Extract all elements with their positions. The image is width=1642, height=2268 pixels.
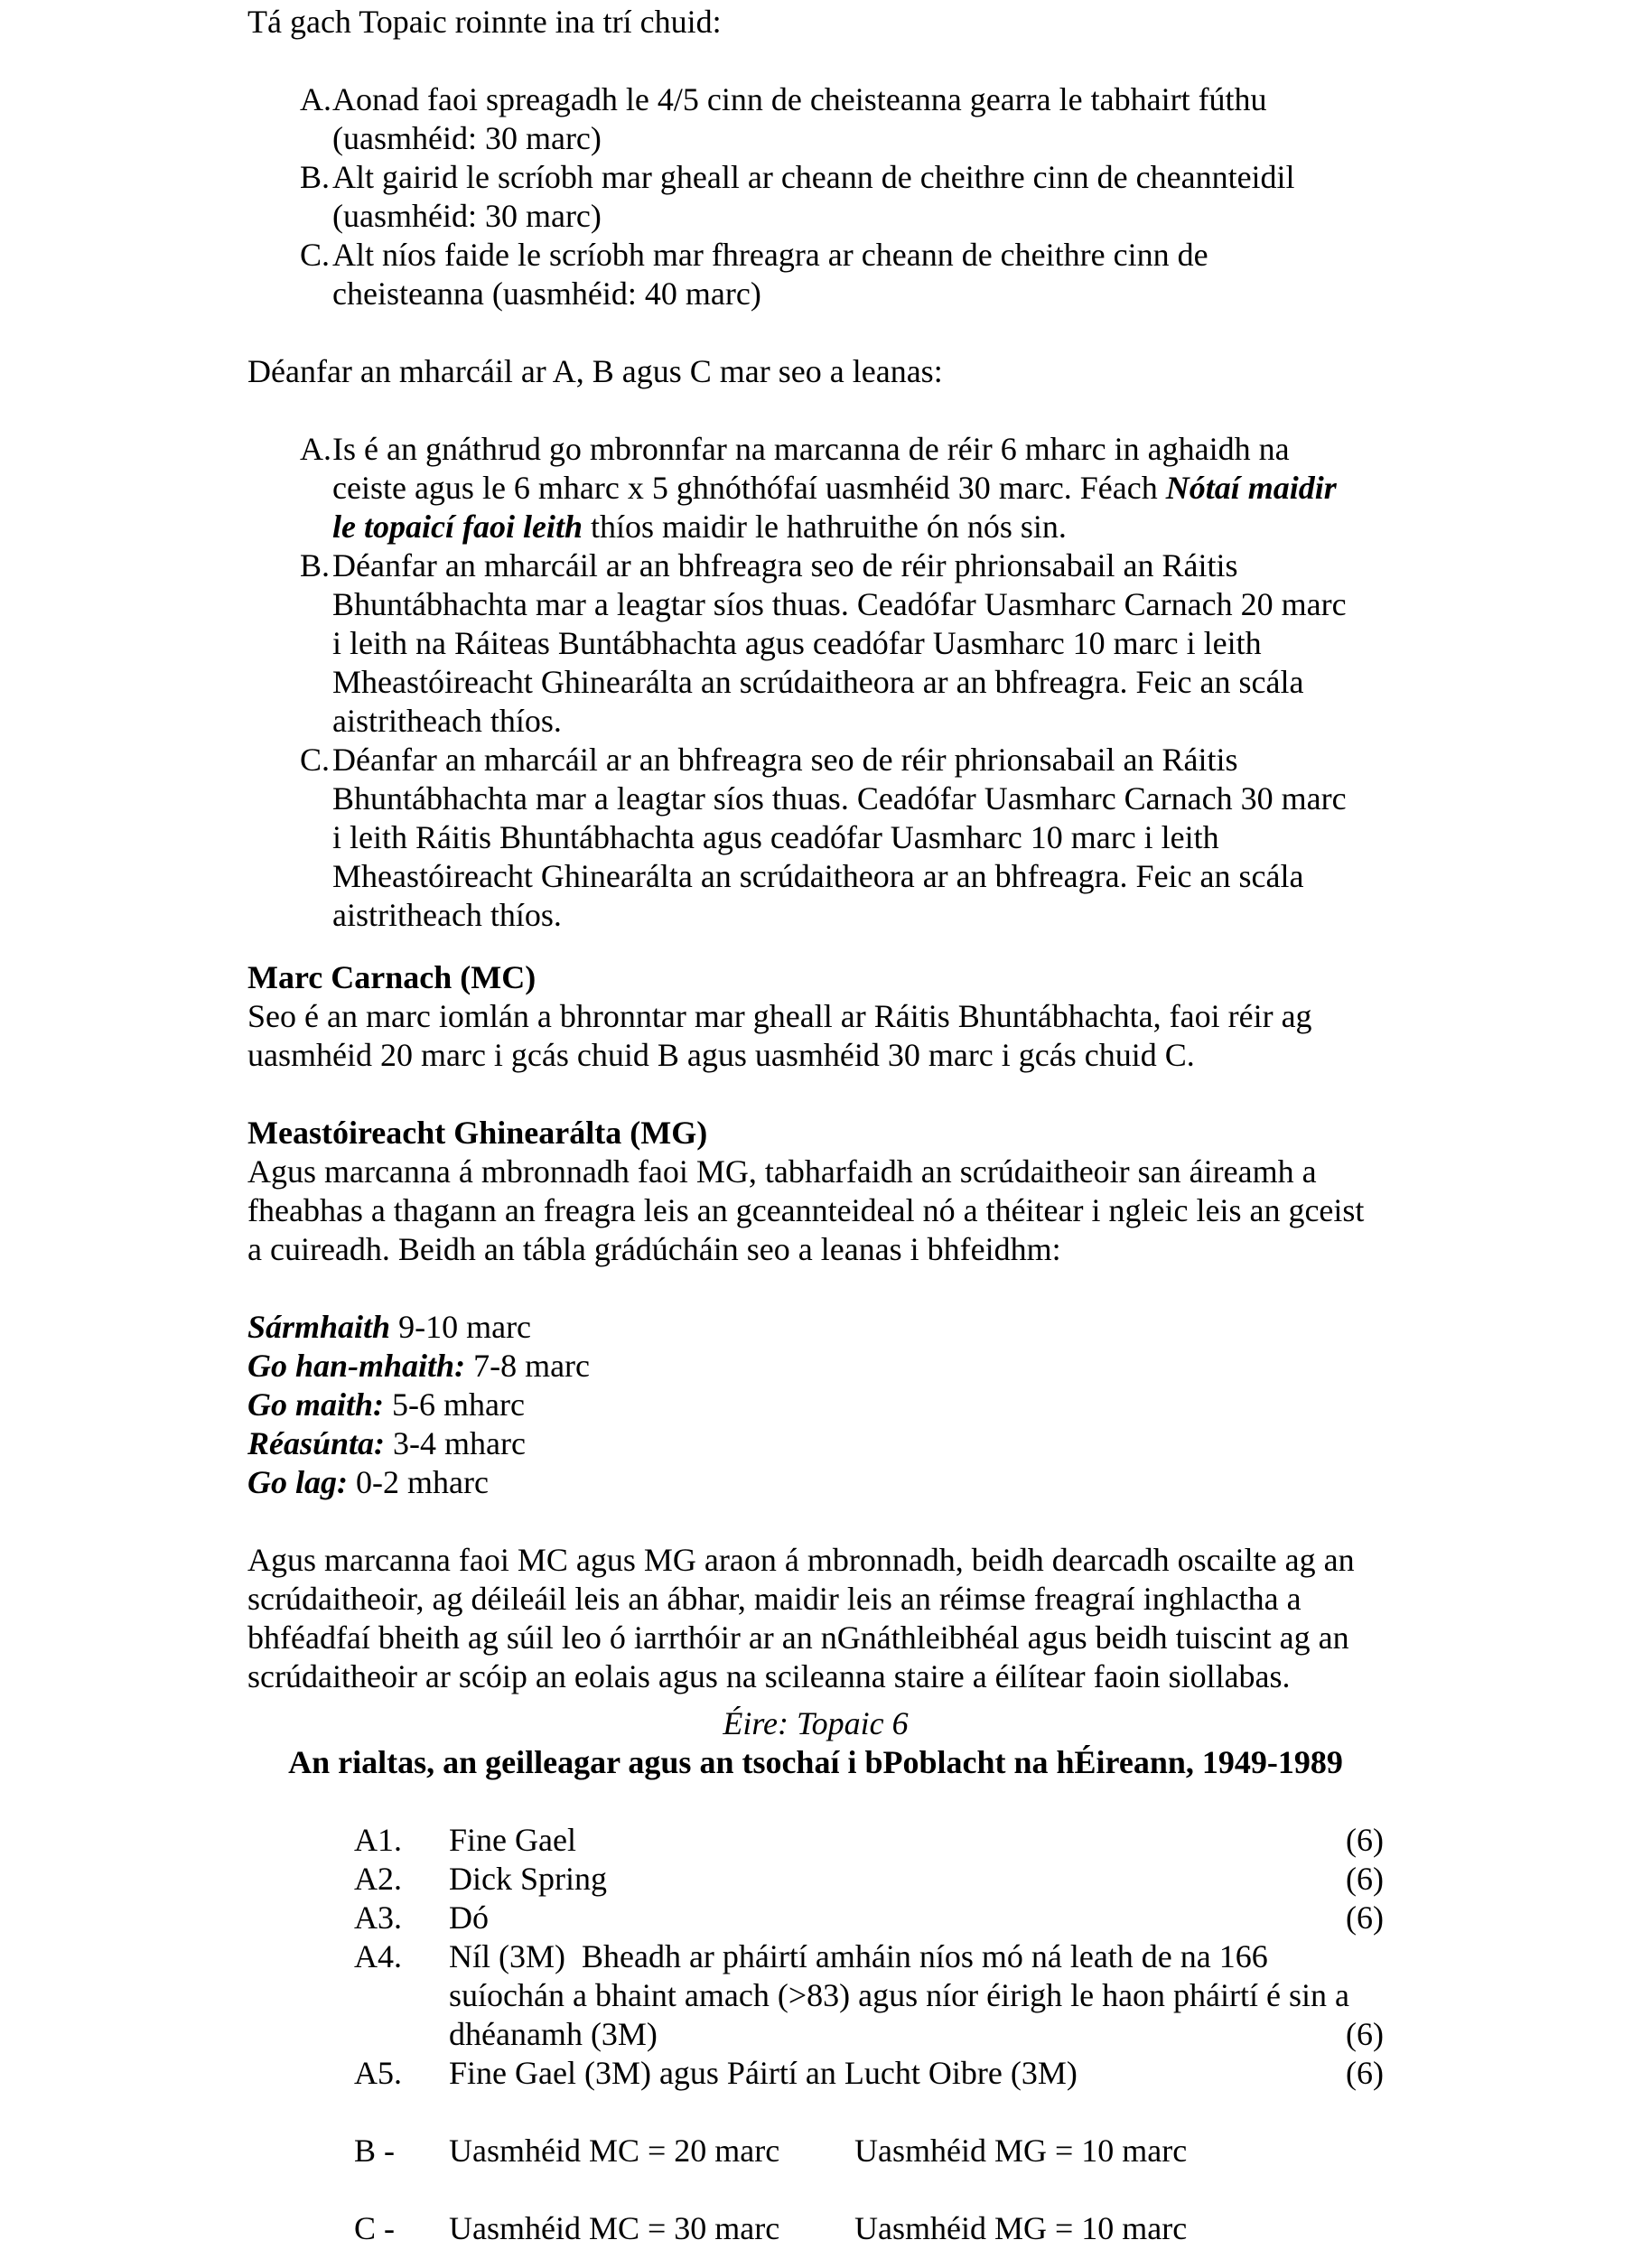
list-item [247,430,1384,546]
paragraph-line: uasmhéid 20 marc i gcás chuid B agus uasmhéid 30 marc i gcás chuid C. [247,1037,1195,1073]
list-item-letter: A. [300,431,331,467]
answer-item [247,1821,1384,1860]
list-item-line: cheisteanna (uasmhéid: 40 marc) [332,275,761,312]
answer-number: A1. [354,1822,402,1858]
examiner-overview-paragraph [247,1541,1384,1696]
answer-text: Dick Spring [449,1861,607,1897]
answer-text: Níl (3M) Bheadh ar pháirtí amháin níos mó ná leath de na 166 [449,1938,1268,1974]
general-assessment-paragraph [247,1153,1384,1269]
list-item-line: Alt níos faide le scríobh mar fhreagra ar cheann de cheithre cinn de [332,237,1208,273]
list-item-letter: B. [300,159,331,195]
text-segment: aistritheach thíos. [332,897,562,933]
answer-line [449,1821,1384,1860]
paragraph-line: scrúdaitheoir, ag déileáil leis an ábhar, maidir leis an réimse freagraí inghlactha a [247,1581,1301,1617]
text-segment: Mheastóireacht Ghinearálta an scrúdaitheora ar an bhfreagra. Feic an scála [332,664,1304,700]
list-item-line: Alt gairid le scríobh mar gheall ar cheann de cheithre cinn de cheannteidil [332,159,1295,195]
paragraph-line: fheabhas a thagann an freagra leis an gceannteideal nó a théitear i ngleic leis an gceist [247,1192,1365,1228]
max-marks-rows [247,2132,1384,2248]
grade-row: Sármhaith 9-10 marc [247,1309,532,1345]
answer-number: A5. [354,2055,402,2091]
text-segment: i leith na Ráiteas Buntábhachta agus ceadófar Uasmharc 10 marc i leith [332,625,1262,661]
list-item-line [332,857,1384,896]
list-item-line [332,508,1384,546]
list-item-line: Aonad faoi spreagadh le 4/5 cinn de cheisteanna gearra le tabhairt fúthu [332,81,1267,117]
answer-number: A2. [354,1861,402,1897]
paragraph-line: Agus marcanna faoi MC agus MG araon á mbronnadh, beidh dearcadh oscailte ag an [247,1542,1355,1578]
max-mc-value: Uasmhéid MC = 30 marc [449,2210,780,2246]
text-segment: Déanfar an mharcáil ar an bhfreagra seo de réir phrionsabail an Ráitis [332,547,1238,583]
paragraph-line: a cuireadh. Beidh an tábla grádúcháin seo a leanas i bhfeidhm: [247,1231,1061,1267]
marking-rules-list [247,430,1384,935]
text-segment: Mheastóireacht Ghinearálta an scrúdaitheora ar an bhfreagra. Feic an scála [332,858,1304,894]
list-item [247,236,1384,313]
list-item [247,158,1384,236]
paragraph-line: bhféadfaí bheith ag súil leo ó iarrthóir ar an nGnáthleibhéal agus beidh tuiscint ag an [247,1619,1349,1656]
answer-line [449,1937,1384,1976]
answer-mark: (6) [1346,1899,1384,1936]
list-item [247,741,1384,935]
answers-list [247,1821,1384,2093]
grade-label: Réasúnta: [247,1425,386,1461]
text-segment: aistritheach thíos. [332,703,562,739]
max-mc-value: Uasmhéid MC = 20 marc [449,2133,780,2169]
answer-line [449,1860,1384,1899]
answer-number: A4. [354,1938,402,1974]
intro-paragraph: Tá gach Topaic roinnte ina trí chuid: [247,4,722,40]
paragraph-line: Seo é an marc iomlán a bhronntar mar gheall ar Ráitis Bhuntábhachta, faoi réir ag [247,998,1312,1034]
text-segment: thíos maidir le hathruithe ón nós sin. [582,509,1067,545]
grade-row: Go maith: 5-6 mharc [247,1386,525,1423]
list-item-line [332,430,1384,469]
max-mg-value: Uasmhéid MG = 10 marc [854,2210,1188,2246]
grade-label: Go lag: [247,1464,348,1500]
topic-parts-list [247,80,1384,313]
answer-text: dhéanamh (3M) [449,2016,658,2052]
answer-mark: (6) [1346,1822,1384,1858]
cumulative-mark-paragraph [247,997,1384,1075]
answer-line [449,1976,1384,2015]
answer-mark: (6) [1346,1861,1384,1897]
general-assessment-heading: Meastóireacht Ghinearálta (MG) [247,1115,708,1151]
list-item-line [332,663,1384,702]
marking-intro-paragraph: Déanfar an mharcáil ar A, B agus C mar seo a leanas: [247,353,943,389]
answer-mark: (6) [1346,2055,1384,2091]
text-segment: Is é an gnáthrud go mbronnfar na marcanna de réir 6 mharc in aghaidh na [332,431,1290,467]
max-marks-row [247,2209,1384,2248]
max-marks-row [247,2132,1384,2170]
answer-item [247,1937,1384,2054]
topic-title: Éire: Topaic 6 [723,1705,909,1741]
list-item-line [332,624,1384,663]
answer-item [247,2054,1384,2093]
grade-row: Réasúnta: 3-4 mharc [247,1425,526,1461]
text-segment: Bhuntábhachta mar a leagtar síos thuas. Ceadófar Uasmharc Carnach 30 marc [332,780,1347,817]
answer-text: Fine Gael [449,1822,576,1858]
text-segment: Bhuntábhachta mar a leagtar síos thuas. Ceadófar Uasmharc Carnach 20 marc [332,586,1347,622]
cumulative-mark-heading: Marc Carnach (MC) [247,959,536,995]
text-segment: le topaicí faoi leith [332,509,583,545]
max-row-label: B - [354,2133,395,2169]
grade-label: Go han-mhaith: [247,1348,466,1384]
list-item-letter: B. [300,547,331,583]
answer-text: Fine Gael (3M) agus Páirtí an Lucht Oibre (3M) [449,2055,1078,2091]
answer-line [449,2054,1384,2093]
grading-scale-list [247,1308,1384,1502]
grade-label: Go maith: [247,1386,385,1423]
list-item-letter: C. [300,237,331,273]
answer-text: Dó [449,1899,489,1936]
answer-item [247,1860,1384,1899]
list-item-line: (uasmhéid: 30 marc) [332,198,602,234]
topic-heading: An rialtas, an geilleagar agus an tsochaí i bPoblacht na hÉireann, 1949-1989 [288,1744,1343,1780]
grade-label: Sármhaith [247,1309,391,1345]
paragraph-line: Agus marcanna á mbronnadh faoi MG, tabharfaidh an scrúdaitheoir san áireamh a [247,1153,1317,1190]
answer-number: A3. [354,1899,402,1936]
text-segment: Nótaí maidir [1165,470,1337,506]
list-item-line [332,896,1384,935]
answer-text: suíochán a bhaint amach (>83) agus níor éirigh le haon pháirtí é sin a [449,1977,1349,2013]
max-mg-value: Uasmhéid MG = 10 marc [854,2133,1188,2169]
list-item-line [332,585,1384,624]
text-segment: Déanfar an mharcáil ar an bhfreagra seo de réir phrionsabail an Ráitis [332,742,1238,778]
list-item-line [332,702,1384,741]
text-segment: i leith Ráitis Bhuntábhachta agus ceadófar Uasmharc 10 marc i leith [332,819,1219,855]
list-item-line [332,469,1384,508]
answer-line [449,1899,1384,1937]
list-item-line [332,818,1384,857]
list-item [247,80,1384,158]
list-item-letter: A. [300,81,331,117]
list-item-line [332,779,1384,818]
text-segment: ceiste agus le 6 mharc x 5 ghnóthófaí uasmhéid 30 marc. Féach [332,470,1166,506]
grade-row: Go lag: 0-2 mharc [247,1464,489,1500]
answer-item [247,1899,1384,1937]
list-item-line: (uasmhéid: 30 marc) [332,120,602,156]
answer-line [449,2015,1384,2054]
max-row-label: C - [354,2210,395,2246]
paragraph-line: scrúdaitheoir ar scóip an eolais agus na scileanna staire a éilítear faoin siollabas. [247,1658,1291,1694]
answer-mark: (6) [1346,2016,1384,2052]
grade-row: Go han-mhaith: 7-8 marc [247,1348,591,1384]
list-item [247,546,1384,741]
list-item-letter: C. [300,742,331,778]
list-item-line [332,741,1384,779]
list-item-line [332,546,1384,585]
